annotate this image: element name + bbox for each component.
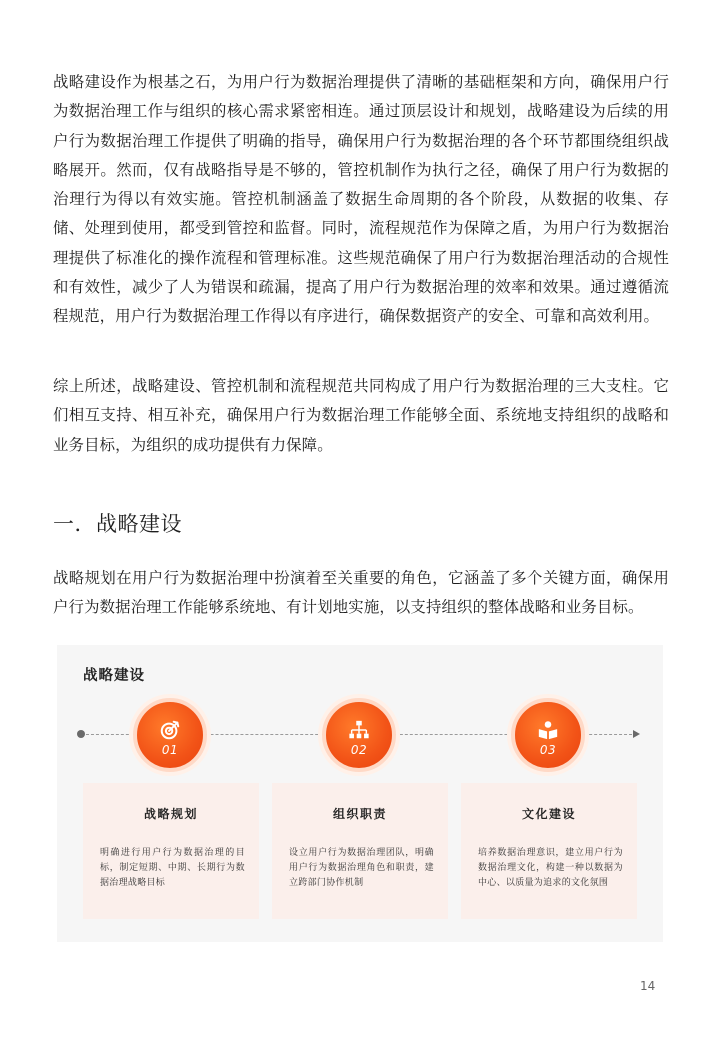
step-circle-2 (322, 698, 396, 772)
card-text: 明确进行用户行为数据治理的目标，制定短期、中期、长期行为数据治理战略目标 (100, 848, 245, 889)
step-number-3: 03 (539, 743, 557, 757)
step-circle-1 (133, 698, 207, 772)
card-title: 组织职责 (332, 807, 387, 821)
timeline-arrow-icon (633, 730, 640, 738)
target-icon (159, 719, 181, 741)
step-card-1 (83, 783, 259, 919)
card-text: 设立用户行为数据治理团队，明确用户行为数据治理角色和职责，建立跨部门协作机制 (289, 848, 434, 889)
step-card-2 (272, 783, 448, 919)
intro-paragraph: 战略建设作为根基之石，为用户行为数据治理提供了清晰的基础框架和方向，确保用户行为数据治理工作与组织的核心需求紧密相连。通过顶层设计和规划，战略建设为后续的用户行为数据治理工作提供了明确的指导，确保用户行为数据治理的各个环节都围绕组织战略展开。然而，仅有战略指导是不够的，管控机制作为执行之径，确保了用户行为数据的治理行为得以有效实施。管控机制涵盖了数据生命周期的各个阶段，从数据的收集、存储、处理到使用，都受到管控和监督。同时，流程规范作为保障之盾，为用户行为数据治理提供了标准化的操作流程和管理标准。这些规范确保了用户行为数据治理活动的合规性和有效性，减少了人为错误和疏漏，提高了用户行为数据治理的效率和效果。通过遵循流程规范，用户行为数据治理工作得以有序进行，确保数据资产的安全、可靠和高效利用。 (53, 73, 669, 326)
summary-paragraph: 综上所述，战略建设、管控机制和流程规范共同构成了用户行为数据治理的三大支柱。它们相互支持、相互补充，确保用户行为数据治理工作能够全面、系统地支持组织的战略和业务目标，为组织的成功提供有力保障。 (53, 377, 669, 454)
card-title: 文化建设 (521, 807, 576, 821)
infographic-title: 战略建设 (83, 668, 145, 684)
section-paragraph: 战略规划在用户行为数据治理中扮演着至关重要的角色，它涵盖了多个关键方面，确保用户行为数据治理工作能够系统地、有计划地实施，以支持组织的整体战略和业务目标。 (53, 569, 669, 617)
org-chart-icon (348, 719, 370, 741)
step-circle-3 (511, 698, 585, 772)
page-number: 14 (640, 979, 656, 993)
strategy-infographic (57, 645, 663, 942)
step-card-3 (461, 783, 637, 919)
card-text: 培养数据治理意识，建立用户行为数据治理文化，构建一种以数据为中心、以质量为追求的文化氛围 (478, 848, 623, 889)
section-title: 一．战略建设 (53, 512, 182, 536)
timeline-start-dot (77, 730, 85, 738)
step-number-1: 01 (161, 743, 179, 757)
book-user-icon (537, 719, 559, 741)
card-title: 战略规划 (143, 807, 198, 821)
step-number-2: 02 (350, 743, 368, 757)
